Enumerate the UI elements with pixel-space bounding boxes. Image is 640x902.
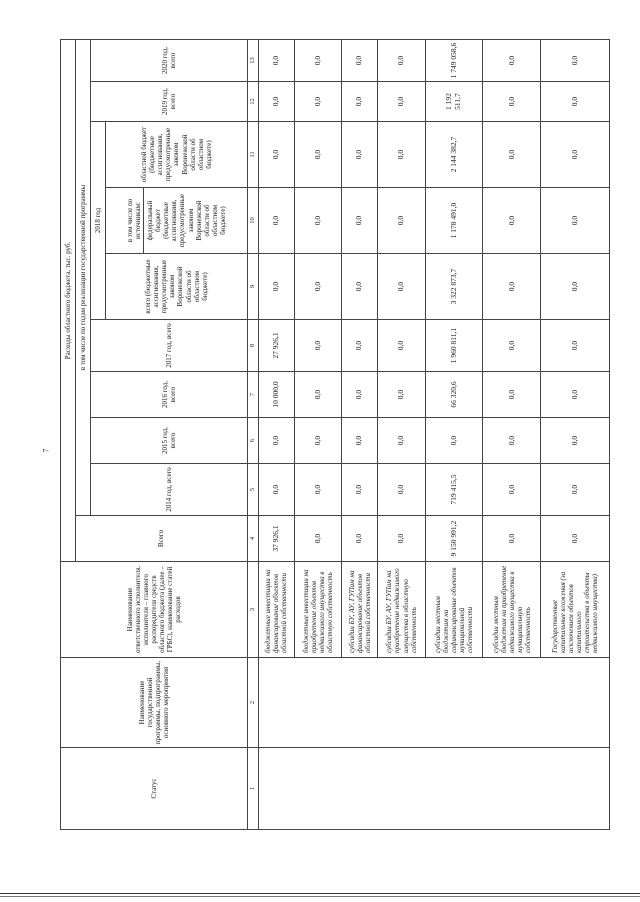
col-number: 11 xyxy=(247,122,258,188)
value-y2014: 0,0 xyxy=(483,464,541,516)
expense-item: субсидии местным бюджетам на приобретение недвижимого имущества в муниципальную собственность xyxy=(483,562,541,658)
col-number: 7 xyxy=(247,372,258,418)
value-y2019: 0,0 xyxy=(541,82,610,122)
value-regional: 2 144 382,7 xyxy=(425,122,483,188)
value-total: 0,0 xyxy=(342,516,378,562)
col-number: 5 xyxy=(247,464,258,516)
col-number: 9 xyxy=(247,254,258,320)
col-number: 10 xyxy=(247,188,258,254)
value-y2019: 0,0 xyxy=(295,82,342,122)
value-y2014: 719 415,5 xyxy=(425,464,483,516)
expenses-table xyxy=(60,39,610,830)
value-y2020: 0,0 xyxy=(378,39,425,81)
value-total: 0,0 xyxy=(378,516,425,562)
bottom-rule xyxy=(0,893,640,894)
header-expenses-title: Расходы областного бюджета, тыс. руб. xyxy=(61,39,76,561)
value-y2016: 0,0 xyxy=(483,372,541,418)
value-y2015: 0,0 xyxy=(342,418,378,464)
value-total: 0,0 xyxy=(541,516,610,562)
expense-item: субсидии местным бюджетам на софинансирование объектов муниципальной собственности xyxy=(425,562,483,658)
value-regional: 0,0 xyxy=(483,122,541,188)
header-2016: 2016 год, всего xyxy=(91,372,248,418)
header-by-years: в том числе по годам реализации государственной программы xyxy=(76,39,91,515)
program-cell xyxy=(258,658,609,748)
value-y2017: 0,0 xyxy=(541,320,610,372)
value-federal: 0,0 xyxy=(541,188,610,254)
col-number: 13 xyxy=(247,39,258,81)
value-regional: 0,0 xyxy=(541,122,610,188)
value-y2018: 0,0 xyxy=(258,254,294,320)
header-2018-total: всего (бюджетные ассигнования, предусмотренные законом Воронежской области об областном бюджете) xyxy=(106,254,247,320)
header-2019: 2019 год, всего xyxy=(91,82,248,122)
value-federal: 0,0 xyxy=(258,188,294,254)
col-number: 12 xyxy=(247,82,258,122)
value-y2017: 0,0 xyxy=(378,320,425,372)
value-y2016: 66 320,6 xyxy=(425,372,483,418)
value-y2019: 0,0 xyxy=(378,82,425,122)
value-federal: 0,0 xyxy=(342,188,378,254)
value-y2015: 0,0 xyxy=(378,418,425,464)
header-2018: 2018 год xyxy=(91,122,106,320)
value-regional: 0,0 xyxy=(258,122,294,188)
value-federal: 0,0 xyxy=(295,188,342,254)
header-by-sources: в том числе по источникам: xyxy=(125,188,144,253)
header-federal xyxy=(106,188,247,254)
value-y2015: 0,0 xyxy=(258,418,294,464)
value-y2014: 0,0 xyxy=(258,464,294,516)
col-number: 2 xyxy=(247,658,258,748)
value-y2014: 0,0 xyxy=(295,464,342,516)
value-y2016: 10 000,0 xyxy=(258,372,294,418)
value-y2020: 0,0 xyxy=(295,39,342,81)
value-y2018: 3 322 873,7 xyxy=(425,254,483,320)
expense-item: бюджетные инвестиции на приобретение объектов недвижимого имущества в областную собственность xyxy=(295,562,342,658)
value-y2016: 0,0 xyxy=(378,372,425,418)
value-total: 0,0 xyxy=(295,516,342,562)
value-federal: 1 178 491,0 xyxy=(425,188,483,254)
header-2014: 2014 год, всего xyxy=(91,464,248,516)
value-y2017: 0,0 xyxy=(483,320,541,372)
value-y2018: 0,0 xyxy=(378,254,425,320)
value-y2015: 0,0 xyxy=(295,418,342,464)
value-y2016: 0,0 xyxy=(295,372,342,418)
header-2017: 2017 год, всего xyxy=(91,320,248,372)
header-2020: 2020 год, всего xyxy=(91,39,248,81)
table-row xyxy=(258,39,294,829)
value-y2017: 0,0 xyxy=(342,320,378,372)
value-y2016: 0,0 xyxy=(541,372,610,418)
value-y2014: 0,0 xyxy=(541,464,610,516)
expense-item: субсидии БУ, АУ, ГУПам на финансирование объектов областной собственности xyxy=(342,562,378,658)
page-number: 7 xyxy=(41,448,51,453)
value-y2020: 1 749 058,6 xyxy=(425,39,483,81)
value-y2018: 0,0 xyxy=(342,254,378,320)
col-number: 3 xyxy=(247,562,258,658)
value-y2015: 0,0 xyxy=(483,418,541,464)
value-total: 0,0 xyxy=(483,516,541,562)
value-y2020: 0,0 xyxy=(541,39,610,81)
header-total: Всего xyxy=(76,516,248,562)
value-y2017: 1 960 811,1 xyxy=(425,320,483,372)
value-y2020: 0,0 xyxy=(483,39,541,81)
rotated-table-container xyxy=(60,40,610,830)
col-number: 1 xyxy=(247,748,258,830)
header-2015: 2015 год, всего xyxy=(91,418,248,464)
value-y2014: 0,0 xyxy=(378,464,425,516)
value-y2018: 0,0 xyxy=(541,254,610,320)
header-program-name: Наименование государственной программы, подпрограммы, основного мероприятия xyxy=(61,658,248,748)
value-y2018: 0,0 xyxy=(483,254,541,320)
header-responsible: Наименование ответственного исполнителя, исполнителя – главного распорядителя средств областного бюджета (далее – ГРБС), наименование статей расходов xyxy=(61,562,248,658)
value-federal: 0,0 xyxy=(378,188,425,254)
expense-item: Государственные капитальные вложения (за исключением объектов капитального строительства в объекты недвижимого имущества) xyxy=(541,562,610,658)
value-y2016: 0,0 xyxy=(342,372,378,418)
value-regional: 0,0 xyxy=(295,122,342,188)
header-federal-label: федеральный бюджет (бюджетные ассигнования, предусмотренные законом Воронежской области об областном бюджете) xyxy=(146,193,227,248)
value-y2019: 1 192 511,7 xyxy=(425,82,483,122)
value-federal: 0,0 xyxy=(483,188,541,254)
value-y2017: 27 926,1 xyxy=(258,320,294,372)
value-total: 37 926,1 xyxy=(258,516,294,562)
status-cell xyxy=(258,748,609,830)
value-total: 9 150 991,2 xyxy=(425,516,483,562)
value-y2015: 0,0 xyxy=(425,418,483,464)
expense-item: бюджетные инвестиции на финансирование объектов областной собственности xyxy=(258,562,294,658)
expense-item: субсидии БУ, АУ, ГУПам на приобретение недвижимого имущества в областную собственность xyxy=(378,562,425,658)
value-y2015: 0,0 xyxy=(541,418,610,464)
value-y2019: 0,0 xyxy=(483,82,541,122)
value-y2017: 0,0 xyxy=(295,320,342,372)
value-y2018: 0,0 xyxy=(295,254,342,320)
value-y2020: 0,0 xyxy=(258,39,294,81)
col-number: 6 xyxy=(247,418,258,464)
value-regional: 0,0 xyxy=(378,122,425,188)
value-regional: 0,0 xyxy=(342,122,378,188)
bottom-rule-secondary xyxy=(0,896,640,897)
value-y2014: 0,0 xyxy=(342,464,378,516)
col-number: 4 xyxy=(247,516,258,562)
header-status: Статус xyxy=(61,748,248,830)
value-y2019: 0,0 xyxy=(258,82,294,122)
header-regional: областной бюджет (бюджетные ассигнования, предусмотренные законом Воронежской области об областном бюджете) xyxy=(106,122,247,188)
value-y2020: 0,0 xyxy=(342,39,378,81)
col-number: 8 xyxy=(247,320,258,372)
value-y2019: 0,0 xyxy=(342,82,378,122)
table-body xyxy=(258,39,609,829)
